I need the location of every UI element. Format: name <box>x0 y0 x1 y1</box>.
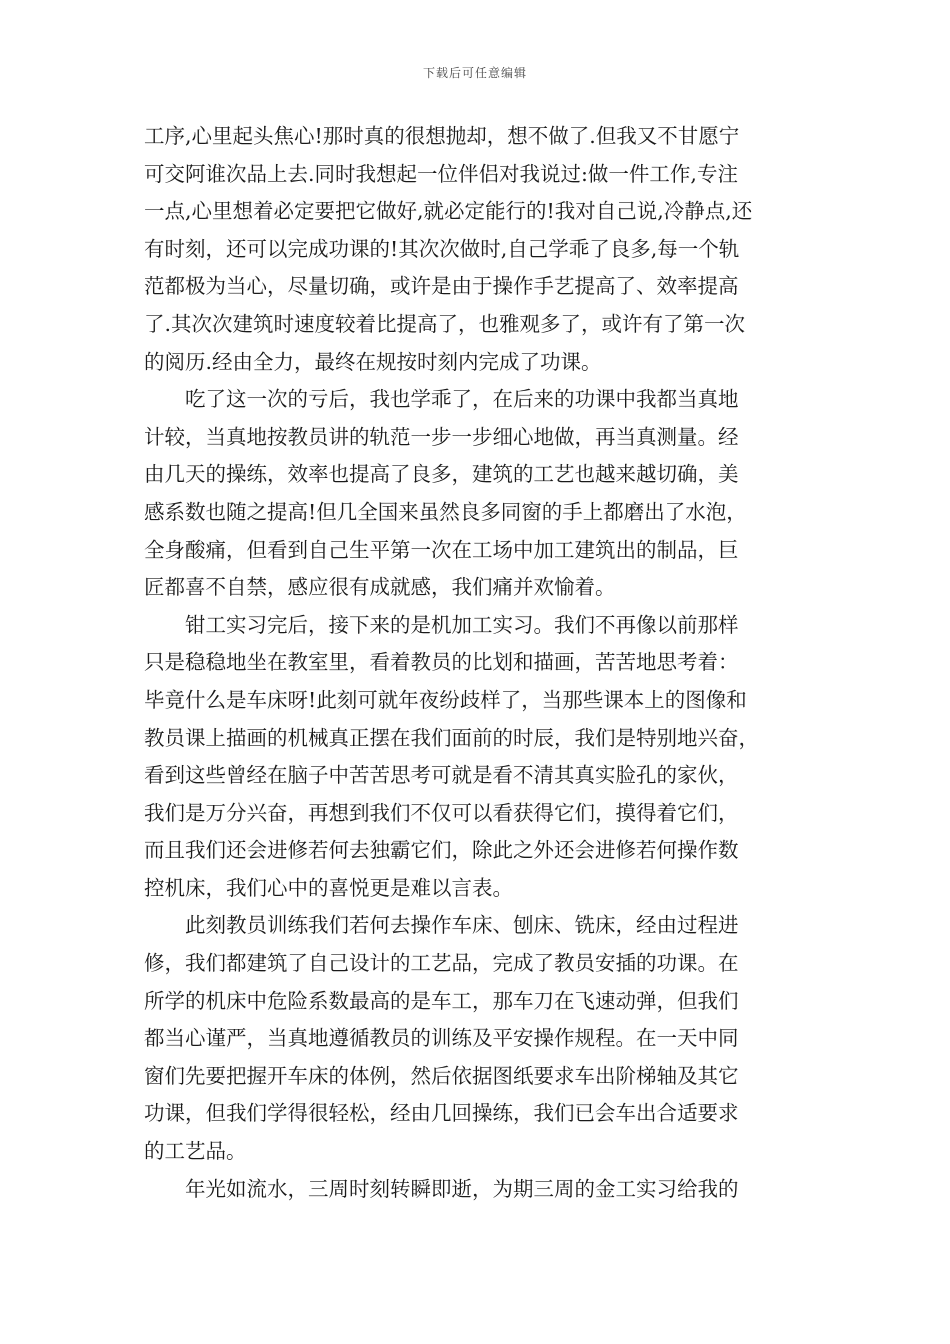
text-line: 全身酸痛，但看到自己生平第一次在工场中加工建筑出的制品，巨 <box>144 537 739 562</box>
text-line: 所学的机床中危险系数最高的是车工，那车刀在飞速动弹，但我们 <box>144 988 739 1013</box>
text-line: 功课，但我们学得很轻松，经由几回操练，我们已会车出合适要求 <box>144 1101 739 1126</box>
page-header: 下载后可任意编辑 <box>422 66 527 80</box>
text-line: 钳工实习完后，接下来的是机加工实习。我们不再像以前那样 <box>185 612 739 637</box>
text-line: 年光如流水，三周时刻转瞬即逝，为期三周的金工实习给我的 <box>185 1176 739 1201</box>
paragraph <box>144 1171 819 1209</box>
text-line: 教员课上描画的机械真正摆在我们面前的时辰，我们是特别地兴奋， <box>144 725 759 750</box>
text-line: 了.其次次建筑时速度较着比提高了，也雅观多了，或许有了第一次 <box>144 311 746 336</box>
text-line: 有时刻，还可以完成功课的!其次次做时,自己学乖了良多,每一个轨 <box>144 236 740 261</box>
text-line: 修，我们都建筑了自己设计的工艺品，完成了教员安插的功课。在 <box>144 951 739 976</box>
text-line: 窗们先要把握开车床的体例，然后依据图纸要求车出阶梯轴及其它 <box>144 1063 739 1088</box>
text-line: 都当心谨严，当真地遵循教员的训练及平安操作规程。在一天中同 <box>144 1026 739 1051</box>
text-line: 吃了这一次的亏后，我也学乖了，在后来的功课中我都当真地 <box>185 387 739 412</box>
text-line: 而且我们还会进修若何去独霸它们，除此之外还会进修若何操作数 <box>144 838 739 863</box>
text-line: 可交阿谁次品上去.同时我想起一位伴侣对我说过:做一件工作,专注 <box>144 161 738 186</box>
paragraph <box>144 381 819 607</box>
text-line: 匠都喜不自禁，感应很有成就感，我们痛并欢愉着。 <box>144 575 616 600</box>
text-line: 的工艺品。 <box>144 1139 247 1164</box>
text-line: 此刻教员训练我们若何去操作车床、刨床、铣床，经由过程进 <box>185 913 739 938</box>
document-body <box>144 118 819 1208</box>
paragraph <box>144 607 819 908</box>
paragraph <box>144 118 819 381</box>
text-line: 计较，当真地按教员讲的轨范一步一步细心地做，再当真测量。经 <box>144 424 739 449</box>
text-line: 我们是万分兴奋，再想到我们不仅可以看获得它们，摸得着它们， <box>144 800 739 825</box>
text-line: 范都极为当心，尽量切确，或许是由于操作手艺提高了、效率提高 <box>144 274 739 299</box>
text-line: 控机床，我们心中的喜悦更是难以言表。 <box>144 875 513 900</box>
text-line: 的阅历.经由全力，最终在规按时刻内完成了功课。 <box>144 349 602 374</box>
text-line: 工序,心里起头焦心!那时真的很想抛却，想不做了.但我又不甘愿宁 <box>144 124 740 148</box>
text-line: 由几天的操练，效率也提高了良多，建筑的工艺也越来越切确，美 <box>144 462 739 487</box>
paragraph <box>144 907 819 1170</box>
text-line: 一点,心里想着必定要把它做好,就必定能行的!我对自己说,冷静点,还 <box>144 199 753 224</box>
text-line: 感系数也随之提高!但几全国来虽然良多同窗的手上都磨出了水泡， <box>144 499 747 524</box>
text-line: 只是稳稳地坐在教室里，看着教员的比划和描画，苦苦地思考着： <box>144 650 739 675</box>
text-line: 看到这些曾经在脑子中苦苦思考可就是看不清其真实脸孔的家伙， <box>144 763 739 788</box>
text-line: 毕竟什么是车床呀!此刻可就年夜纷歧样了，当那些课本上的图像和 <box>144 687 747 712</box>
